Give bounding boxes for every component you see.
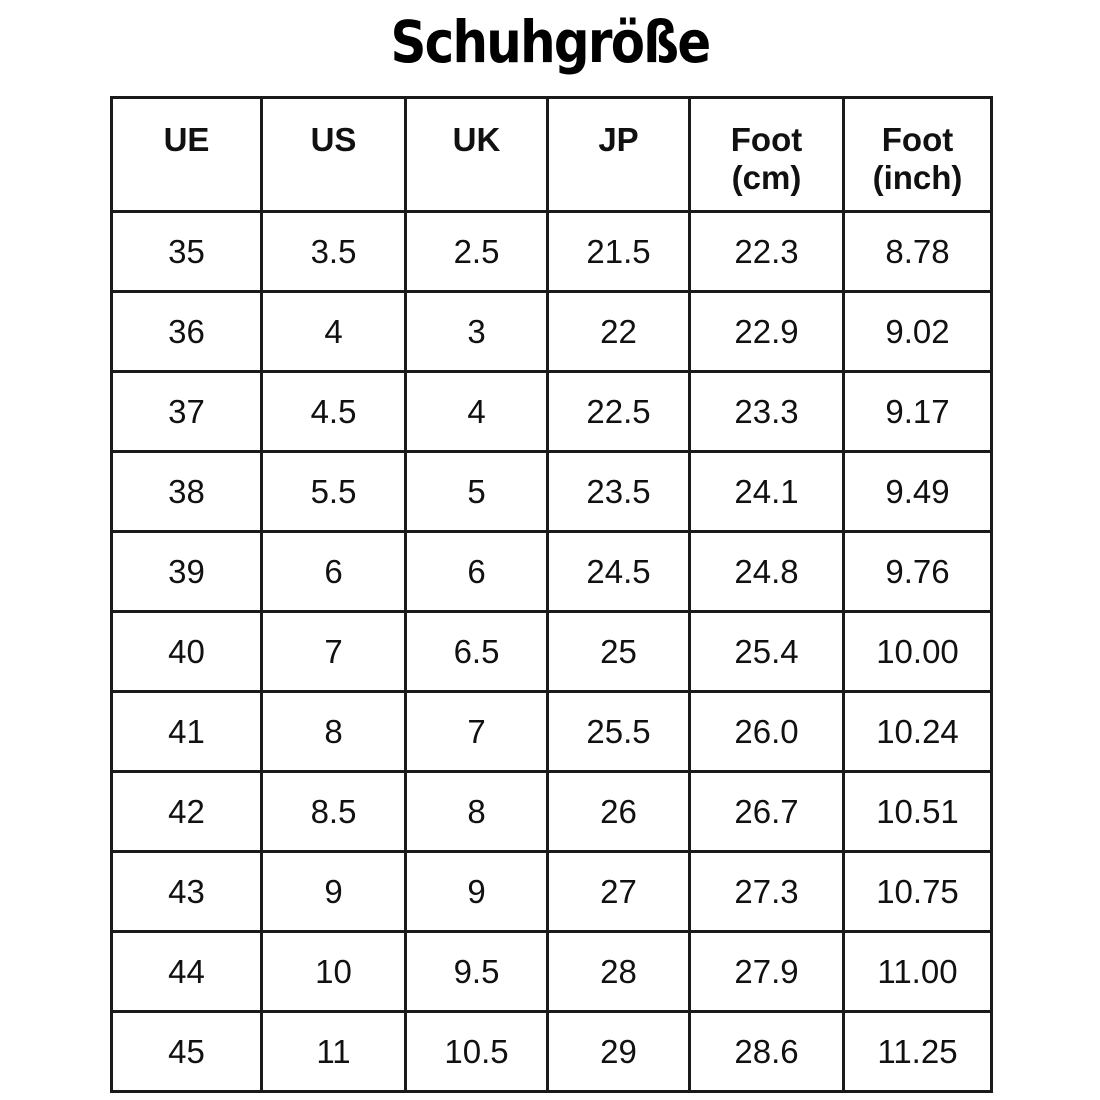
header-us [262,98,406,212]
table-row [112,292,992,372]
header-row [112,98,992,212]
table-row [112,772,992,852]
cell-foot-cm: 27.3 [690,852,844,932]
cell-jp: 24.5 [548,532,690,612]
shoe-size-table [110,96,993,1093]
cell-foot-inch: 9.17 [844,372,992,452]
cell-foot-cm: 28.6 [690,1012,844,1092]
table-row [112,692,992,772]
cell-us: 4.5 [262,372,406,452]
cell-jp: 22 [548,292,690,372]
header-foot-cm [690,98,844,212]
cell-foot-inch: 11.25 [844,1012,992,1092]
cell-us: 8.5 [262,772,406,852]
cell-ue: 41 [112,692,262,772]
cell-us: 9 [262,852,406,932]
cell-foot-inch: 11.00 [844,932,992,1012]
cell-foot-cm: 26.7 [690,772,844,852]
cell-uk: 10.5 [406,1012,548,1092]
cell-foot-cm: 24.1 [690,452,844,532]
cell-uk: 8 [406,772,548,852]
cell-jp: 28 [548,932,690,1012]
header-jp-label: JP [598,121,639,158]
table-row [112,452,992,532]
header-uk [406,98,548,212]
header-foot-inch [844,98,992,212]
cell-ue: 36 [112,292,262,372]
header-ue-label: UE [163,121,210,158]
header-uk-label: UK [452,121,501,158]
header-foot-inch-line2: (inch) [872,159,963,196]
cell-uk: 6 [406,532,548,612]
page-title: Schuhgröße [390,8,710,76]
cell-foot-cm: 22.3 [690,212,844,292]
header-ue [112,98,262,212]
cell-foot-inch: 10.75 [844,852,992,932]
table-row [112,612,992,692]
cell-jp: 26 [548,772,690,852]
cell-jp: 25.5 [548,692,690,772]
cell-jp: 25 [548,612,690,692]
cell-foot-cm: 27.9 [690,932,844,1012]
cell-ue: 38 [112,452,262,532]
cell-uk: 2.5 [406,212,548,292]
cell-jp: 22.5 [548,372,690,452]
header-jp [548,98,690,212]
cell-foot-inch: 10.51 [844,772,992,852]
table-row [112,932,992,1012]
cell-foot-cm: 26.0 [690,692,844,772]
cell-uk: 9.5 [406,932,548,1012]
cell-us: 6 [262,532,406,612]
cell-ue: 44 [112,932,262,1012]
header-us-label: US [310,121,357,158]
cell-us: 4 [262,292,406,372]
cell-uk: 5 [406,452,548,532]
cell-ue: 40 [112,612,262,692]
cell-foot-cm: 24.8 [690,532,844,612]
cell-ue: 43 [112,852,262,932]
cell-uk: 9 [406,852,548,932]
cell-uk: 6.5 [406,612,548,692]
cell-jp: 29 [548,1012,690,1092]
cell-us: 3.5 [262,212,406,292]
header-foot-inch-line1: Foot [881,121,954,158]
cell-foot-inch: 9.02 [844,292,992,372]
table-row [112,212,992,292]
cell-foot-inch: 10.00 [844,612,992,692]
table-body [112,212,992,1092]
table-row [112,852,992,932]
cell-uk: 4 [406,372,548,452]
cell-us: 11 [262,1012,406,1092]
table-row [112,372,992,452]
cell-us: 8 [262,692,406,772]
cell-uk: 3 [406,292,548,372]
cell-foot-inch: 9.76 [844,532,992,612]
header-foot-cm-line1: Foot [730,121,803,158]
cell-us: 7 [262,612,406,692]
table-row [112,532,992,612]
cell-ue: 39 [112,532,262,612]
table-row [112,1012,992,1092]
cell-us: 10 [262,932,406,1012]
cell-ue: 45 [112,1012,262,1092]
cell-uk: 7 [406,692,548,772]
cell-ue: 42 [112,772,262,852]
cell-foot-inch: 8.78 [844,212,992,292]
cell-ue: 35 [112,212,262,292]
cell-foot-cm: 23.3 [690,372,844,452]
cell-foot-cm: 25.4 [690,612,844,692]
cell-jp: 27 [548,852,690,932]
cell-jp: 21.5 [548,212,690,292]
cell-foot-cm: 22.9 [690,292,844,372]
cell-foot-inch: 10.24 [844,692,992,772]
cell-jp: 23.5 [548,452,690,532]
cell-us: 5.5 [262,452,406,532]
cell-ue: 37 [112,372,262,452]
cell-foot-inch: 9.49 [844,452,992,532]
header-foot-cm-line2: (cm) [731,159,802,196]
